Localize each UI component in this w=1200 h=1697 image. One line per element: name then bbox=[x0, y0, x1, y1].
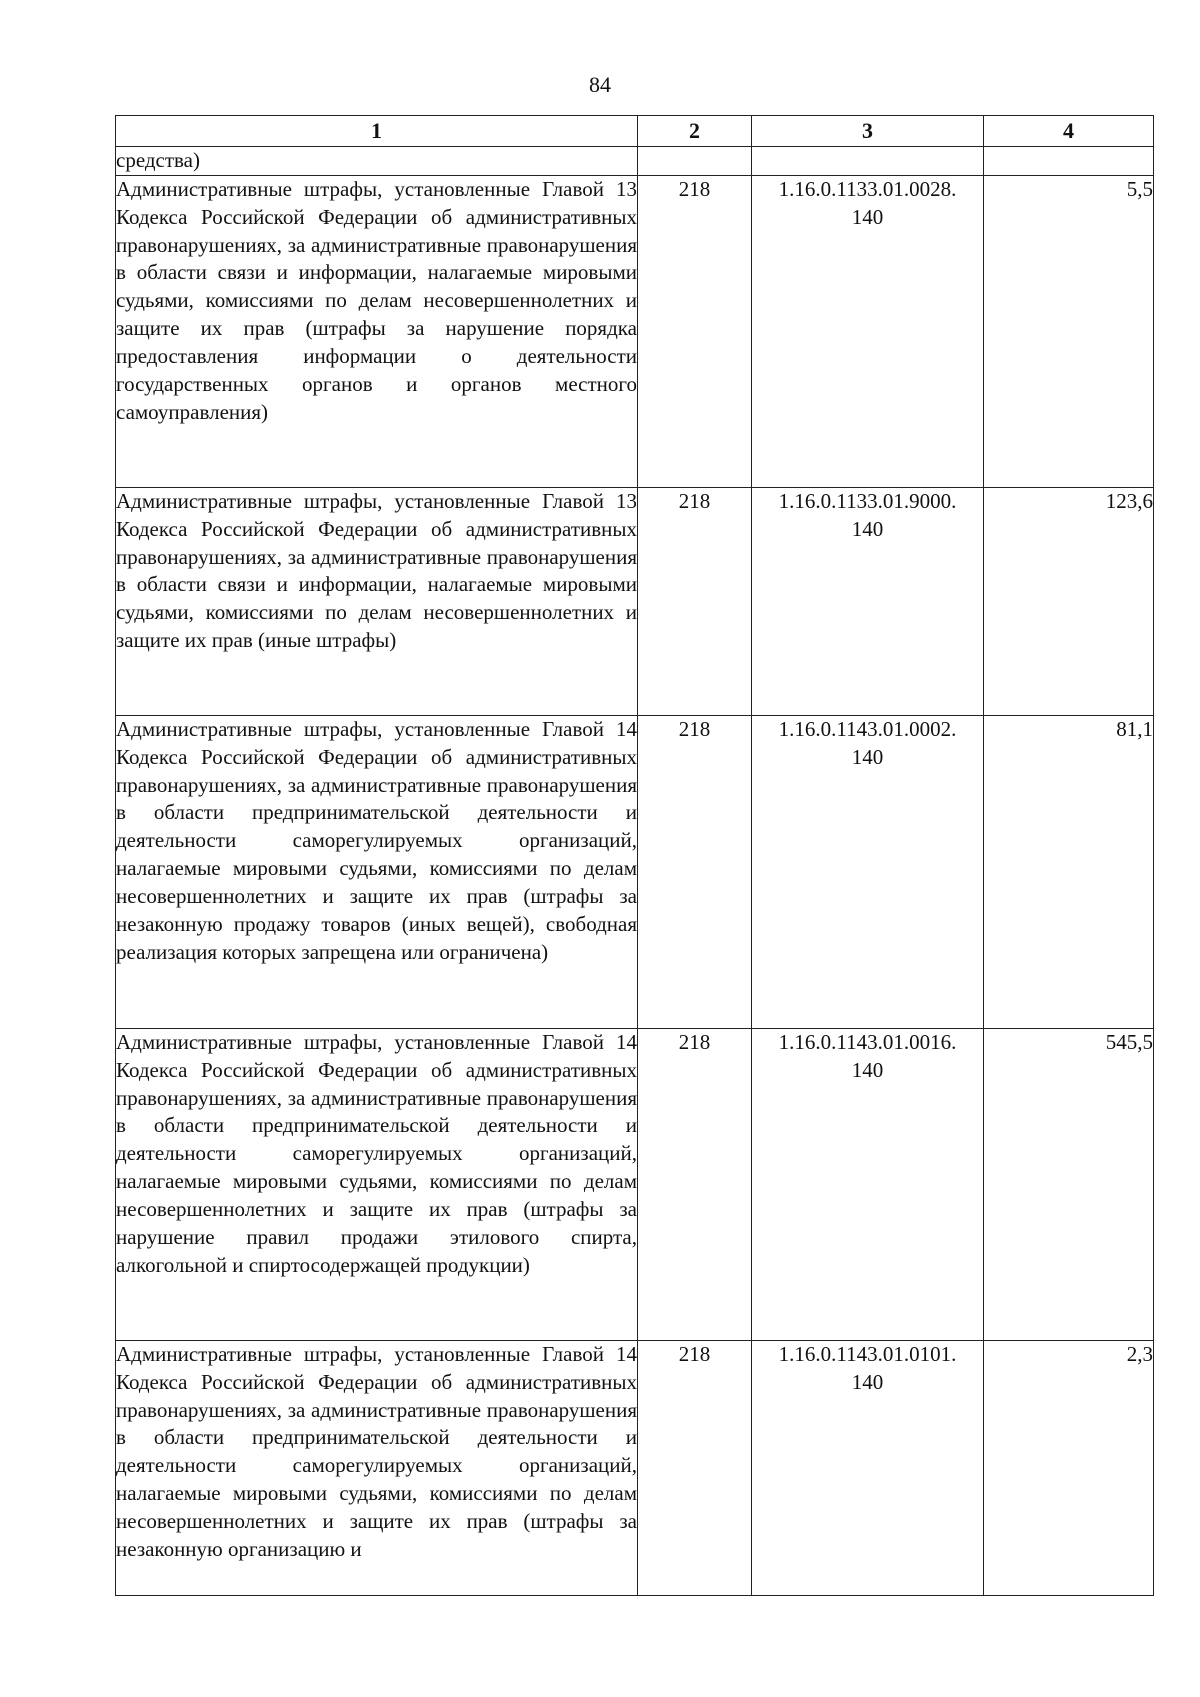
row-amount bbox=[984, 147, 1154, 176]
budget-code-line-2: 140 bbox=[851, 1057, 884, 1082]
row-description: Административные штрафы, установленные Главой 13 Кодекса Российской Федерации об административных правонарушениях, за административные правонарушения в области связи и информации, налагаемые мировыми судьями, комиссиями по делам несовершеннолетних и защите их прав (штрафы за нарушение порядка предоставления информации о деятельности государственных органов и органов местного самоуправления) bbox=[116, 175, 638, 487]
row-admin-code: 218 bbox=[638, 1028, 752, 1340]
row-description: Административные штрафы, установленные Главой 14 Кодекса Российской Федерации об административных правонарушениях, за административные правонарушения в области предпринимательской деятельности и деятельности саморегулируемых организаций, налагаемые мировыми судьями, комиссиями по делам несовершеннолетних и защите их прав (штрафы за нарушение правил продажи этилового спирта, алкогольной и спиртосодержащей продукции) bbox=[116, 1028, 638, 1340]
budget-code-line-1: 1.16.0.1133.01.9000. bbox=[778, 488, 957, 513]
page-number: 84 bbox=[589, 72, 611, 97]
budget-code-line-2: 140 bbox=[851, 204, 884, 229]
budget-code-line-2: 140 bbox=[851, 516, 884, 541]
table-row-continuation bbox=[116, 147, 1154, 176]
budget-code-line-1: 1.16.0.1143.01.0016. bbox=[778, 1029, 957, 1054]
table-row bbox=[116, 1340, 1154, 1595]
row-amount: 81,1 bbox=[984, 715, 1154, 1028]
budget-code-line-2: 140 bbox=[851, 1369, 884, 1394]
row-budget-code bbox=[752, 175, 984, 487]
row-description: Административные штрафы, установленные Главой 14 Кодекса Российской Федерации об административных правонарушениях, за административные правонарушения в области предпринимательской деятельности и деятельности саморегулируемых организаций, налагаемые мировыми судьями, комиссиями по делам несовершеннолетних и защите их прав (штрафы за незаконную организацию и bbox=[116, 1340, 638, 1595]
revenue-table bbox=[115, 115, 1154, 1596]
column-header-4: 4 bbox=[984, 116, 1154, 147]
row-budget-code bbox=[752, 1028, 984, 1340]
row-admin-code bbox=[638, 147, 752, 176]
table-row bbox=[116, 487, 1154, 715]
budget-code-line-1: 1.16.0.1143.01.0002. bbox=[778, 716, 957, 741]
row-admin-code: 218 bbox=[638, 715, 752, 1028]
budget-code-line-2: 140 bbox=[851, 744, 884, 769]
row-description: Административные штрафы, установленные Главой 14 Кодекса Российской Федерации об административных правонарушениях, за административные правонарушения в области предпринимательской деятельности и деятельности саморегулируемых организаций, налагаемые мировыми судьями, комиссиями по делам несовершеннолетних и защите их прав (штрафы за незаконную продажу товаров (иных вещей), свободная реализация которых запрещена или ограничена) bbox=[116, 715, 638, 1028]
budget-code-line-1: 1.16.0.1143.01.0101. bbox=[778, 1341, 957, 1366]
budget-code-line-1: 1.16.0.1133.01.0028. bbox=[778, 176, 957, 201]
column-header-2: 2 bbox=[638, 116, 752, 147]
row-amount: 5,5 bbox=[984, 175, 1154, 487]
row-amount: 545,5 bbox=[984, 1028, 1154, 1340]
table-row bbox=[116, 1028, 1154, 1340]
row-amount: 123,6 bbox=[984, 487, 1154, 715]
row-budget-code bbox=[752, 147, 984, 176]
row-admin-code: 218 bbox=[638, 1340, 752, 1595]
row-budget-code bbox=[752, 715, 984, 1028]
row-description: средства) bbox=[116, 147, 638, 176]
table-row bbox=[116, 175, 1154, 487]
row-admin-code: 218 bbox=[638, 487, 752, 715]
row-admin-code: 218 bbox=[638, 175, 752, 487]
table-header-row bbox=[116, 116, 1154, 147]
table-row bbox=[116, 715, 1154, 1028]
row-amount: 2,3 bbox=[984, 1340, 1154, 1595]
row-budget-code bbox=[752, 1340, 984, 1595]
column-header-3: 3 bbox=[752, 116, 984, 147]
row-budget-code bbox=[752, 487, 984, 715]
row-description: Административные штрафы, установленные Главой 13 Кодекса Российской Федерации об административных правонарушениях, за административные правонарушения в области связи и информации, налагаемые мировыми судьями, комиссиями по делам несовершеннолетних и защите их прав (иные штрафы) bbox=[116, 487, 638, 715]
column-header-1: 1 bbox=[116, 116, 638, 147]
